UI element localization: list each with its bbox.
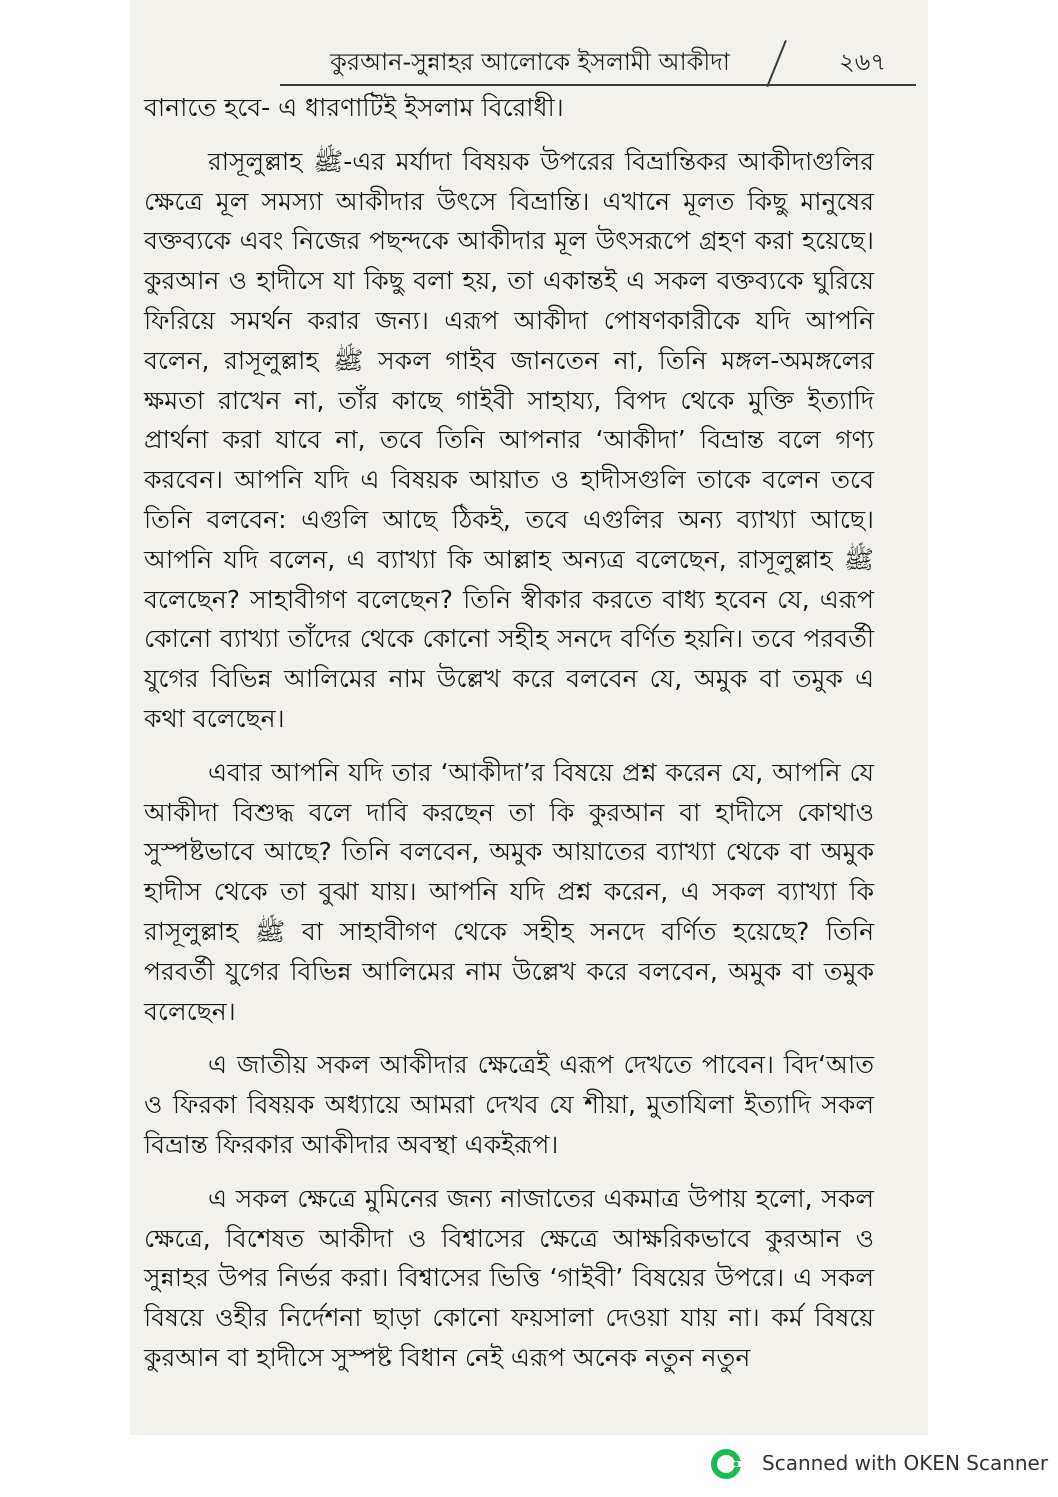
body-text [144,88,874,1392]
running-title: কুরআন-সুন্নাহর আলোকে ইসলামী আকীদা [330,48,730,76]
oken-scanner-logo-icon [710,1448,742,1480]
page-header [280,38,916,86]
paragraph-1: বানাতে হবে- এ ধারণাটিই ইসলাম বিরোধী। [144,93,564,122]
scanner-watermark [706,1442,1049,1486]
book-page [130,0,928,1435]
paragraph-3: এবার আপনি যদি তার ‘আকীদা’র বিষয়ে প্রশ্ন করেন যে, আপনি যে আকীদা বিশুদ্ধ বলে দাবি করছেন তা কি কুরআন বা হাদীসে কোথাও সুস্পষ্টভাবে আছে? তিনি বলবেন, অমুক আয়াতের ব্যাখ্যা থেকে বা অমুক হাদীস থেকে তা বুঝা যায়। আপনি যদি প্রশ্ন করেন, এ সকল ব্যাখ্যা কি রাসূলুল্লাহ ﷺ বা সাহাবীগণ থেকে সহীহ সনদে বর্ণিত হয়েছে? তিনি পরবর্তী যুগের বিভিন্ন আলিমের নাম উল্লেখ করে বলবেন, অমুক বা তমুক বলেছেন। [144,757,874,1026]
page-number: ২৬৭ [839,48,886,76]
paragraph-4: এ জাতীয় সকল আকীদার ক্ষেত্রেই এরূপ দেখতে পাবেন। বিদ‘আত ও ফিরকা বিষয়ক অধ্যায়ে আমরা দেখব যে শীয়া, মুতাযিলা ইত্যাদি সকল বিভ্রান্ত ফিরকার আকীদার অবস্থা একইরূপ। [144,1050,874,1159]
scanner-label: Scanned with OKEN Scanner [762,1451,1049,1475]
paragraph-2: রাসূলুল্লাহ ﷺ-এর মর্যাদা বিষয়ক উপরের বিভ্রান্তিকর আকীদাগুলির ক্ষেত্রে মূল সমস্যা আকীদার উৎসে বিভ্রান্তি। এখানে মূলত কিছু মানুষের বক্তব্যকে এবং নিজের পছন্দকে আকীদার মূল উৎসরূপে গ্রহণ করা হয়েছে। কুরআন ও হাদীসে যা কিছু বলা হয়, তা একান্তই এ সকল বক্তব্যকে ঘুরিয়ে ফিরিয়ে সমর্থন করার জন্য। এরূপ আকীদা পোষণকারীকে যদি আপনি বলেন, রাসূলুল্লাহ ﷺ সকল গাইব জানতেন না, তিনি মঙ্গল-অমঙ্গলের ক্ষমতা রাখেন না, তাঁর কাছে গাইবী সাহায্য, বিপদ থেকে মুক্তি ইত্যাদি প্রার্থনা করা যাবে না, তবে তিনি আপনার ‘আকীদা’ বিভ্রান্ত বলে গণ্য করবেন। আপনি যদি এ বিষয়ক আয়াত ও হাদীসগুলি তাকে বলেন তবে তিনি বলবেন: এগুলি আছে ঠিকই, তবে এগুলির অন্য ব্যাখ্যা আছে। আপনি যদি বলেন, এ ব্যাখ্যা কি আল্লাহ অন্যত্র বলেছেন, রাসূলুল্লাহ ﷺ বলেছেন? সাহাবীগণ বলেছেন? তিনি স্বীকার করতে বাধ্য হবেন যে, এরূপ কোনো ব্যাখ্যা তাঁদের থেকে কোনো সহীহ সনদে বর্ণিত হয়নি। তবে পরবর্তী যুগের বিভিন্ন আলিমের নাম উল্লেখ করে বলবেন যে, অমুক বা তমুক এ কথা বলেছেন। [144,146,874,733]
paragraph-5: এ সকল ক্ষেত্রে মুমিনের জন্য নাজাতের একমাত্র উপায় হলো, সকল ক্ষেত্রে, বিশেষত আকীদা ও বিশ্বাসের ক্ষেত্রে আক্ষরিকভাবে কুরআন ও সুন্নাহর উপর নির্ভর করা। বিশ্বাসের ভিত্তি ‘গাইবী’ বিষয়ের উপরে। এ সকল বিষয়ে ওহীর নির্দেশনা ছাড়া কোনো ফয়সালা দেওয়া যায় না। কর্ম বিষয়ে কুরআন বা হাদীসে সুস্পষ্ট বিধান নেই এরূপ অনেক নতুন নতুন [144,1183,874,1372]
